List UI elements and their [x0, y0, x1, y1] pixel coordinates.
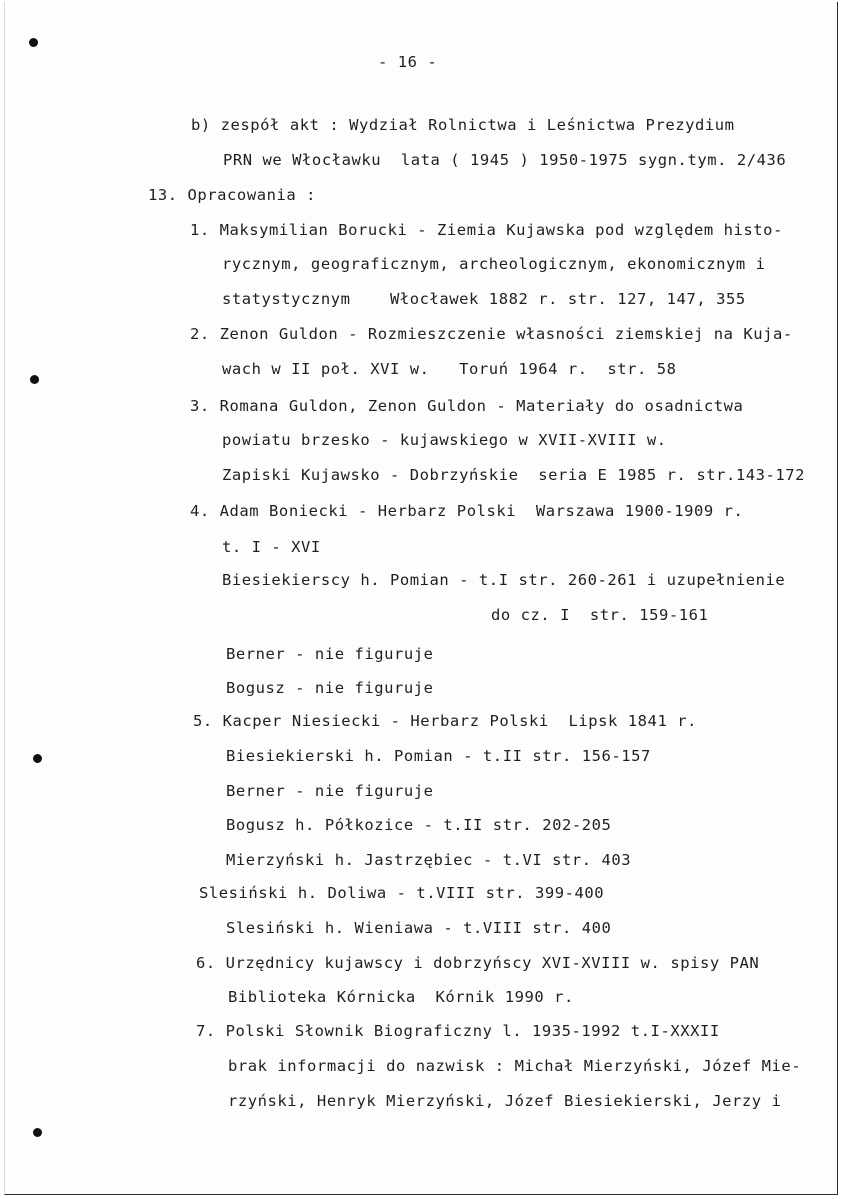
text-line: 3. Romana Guldon, Zenon Guldon - Materiały do osadnictwa	[190, 397, 744, 415]
punch-hole	[33, 1128, 42, 1137]
text-line: Berner - nie figuruje	[226, 782, 434, 800]
text-line: Biblioteka Kórnicka Kórnik 1990 r.	[228, 988, 574, 1006]
text-line: Slesiński h. Doliwa - t.VIII str. 399-400	[199, 884, 605, 902]
text-line: t. I - XVI	[222, 538, 321, 556]
text-line: powiatu brzesko - kujawskiego w XVII-XVIII w.	[222, 431, 667, 449]
text-line: Bogusz h. Półkozice - t.II str. 202-205	[226, 816, 612, 834]
punch-hole	[30, 375, 39, 384]
text-line: wach w II poł. XVI w. Toruń 1964 r. str. 58	[222, 360, 677, 378]
text-line: do cz. I str. 159-161	[491, 606, 709, 624]
text-line: 2. Zenon Guldon - Rozmieszczenie własności ziemskiej na Kuja-	[190, 325, 793, 343]
text-line: statystycznym Włocławek 1882 r. str. 127, 147, 355	[222, 290, 746, 308]
section-heading: 13. Opracowania :	[148, 186, 316, 204]
text-line: Berner - nie figuruje	[226, 645, 434, 663]
text-line: Mierzyński h. Jastrzębiec - t.VI str. 403	[226, 851, 632, 869]
text-line: 7. Polski Słownik Biograficzny l. 1935-1992 t.I-XXXII	[196, 1022, 720, 1040]
text-line: Slesiński h. Wieniawa - t.VIII str. 400	[226, 919, 612, 937]
text-line: rycznym, geograficznym, archeologicznym, ekonomicznym i	[222, 255, 766, 273]
text-line: Bogusz - nie figuruje	[226, 679, 434, 697]
text-line: Biesiekierscy h. Pomian - t.I str. 260-261 i uzupełnienie	[222, 571, 786, 589]
punch-hole	[29, 38, 38, 47]
text-line: 4. Adam Boniecki - Herbarz Polski Warszawa 1900-1909 r.	[190, 502, 744, 520]
document-page	[4, 2, 838, 1195]
punch-hole	[33, 754, 42, 763]
text-line: Biesiekierski h. Pomian - t.II str. 156-157	[226, 747, 651, 765]
text-line: PRN we Włocławku lata ( 1945 ) 1950-1975 sygn.tym. 2/436	[223, 151, 787, 169]
text-line: 5. Kacper Niesiecki - Herbarz Polski Lipsk 1841 r.	[193, 712, 697, 730]
text-line: 6. Urzędnicy kujawscy i dobrzyńscy XVI-XVIII w. spisy PAN	[196, 954, 760, 972]
text-line: Zapiski Kujawsko - Dobrzyńskie seria E 1985 r. str.143-172	[222, 466, 806, 484]
text-line: 1. Maksymilian Borucki - Ziemia Kujawska pod względem histo-	[190, 221, 783, 239]
page-number: - 16 -	[378, 53, 438, 71]
text-line: rzyński, Henryk Mierzyński, Józef Biesiekierski, Jerzy i	[228, 1092, 782, 1110]
text-line: brak informacji do nazwisk : Michał Mierzyński, Józef Mie-	[228, 1057, 802, 1075]
text-line: b) zespół akt : Wydział Rolnictwa i Leśnictwa Prezydium	[191, 116, 735, 134]
